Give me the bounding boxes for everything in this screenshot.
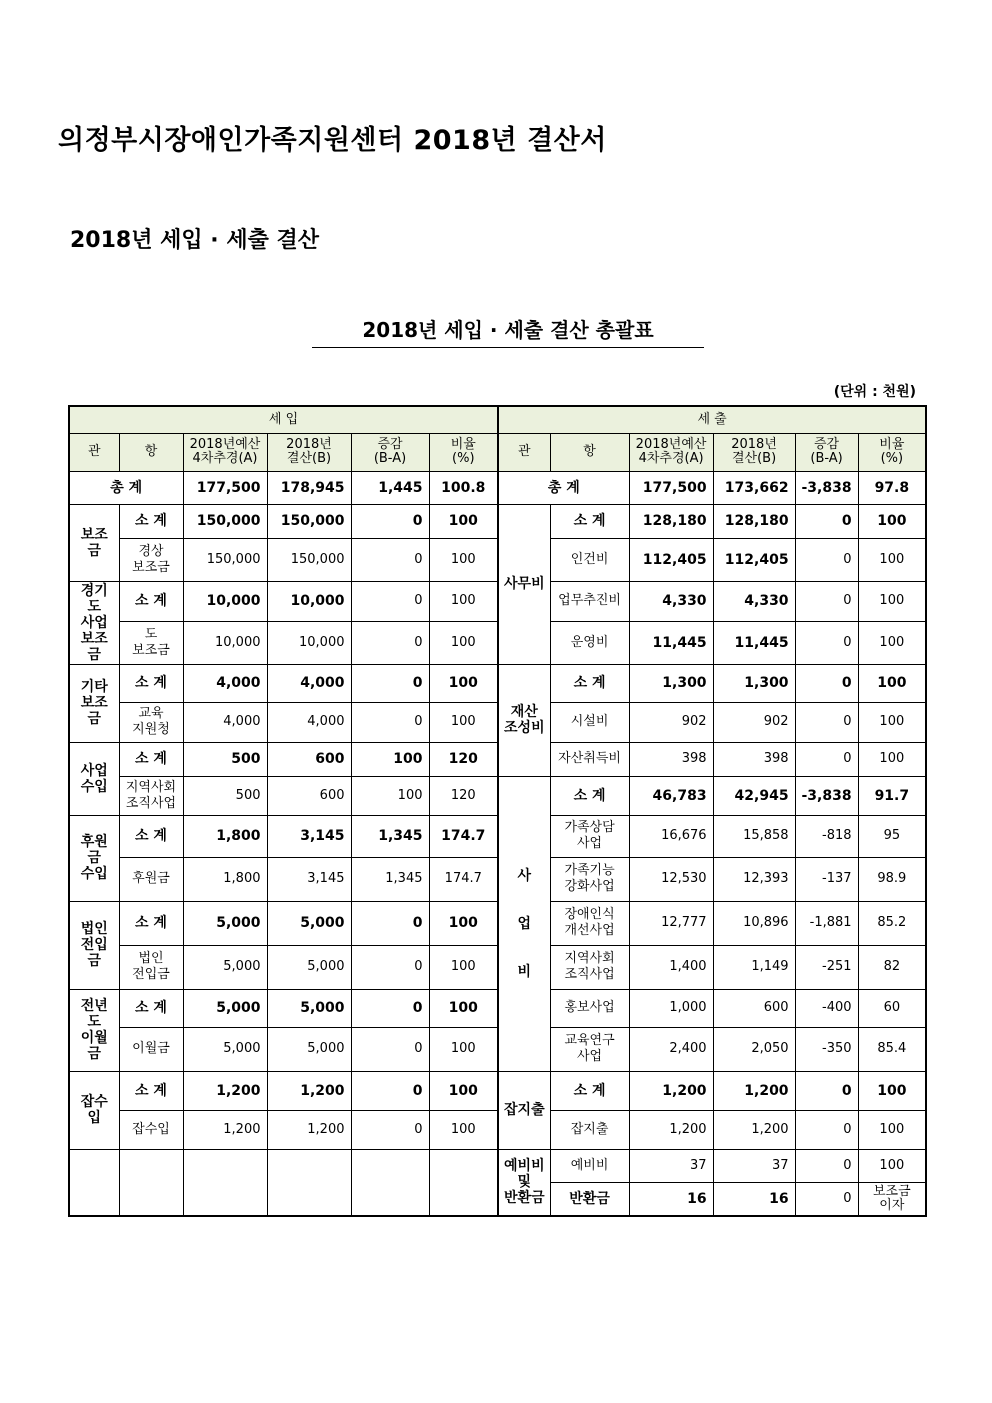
cell: 0 [351, 664, 429, 702]
cell: 128,180 [629, 504, 713, 538]
cell: 100 [858, 1071, 926, 1110]
cell: 가족기능 강화사업 [550, 857, 629, 901]
cell: 1,400 [629, 945, 713, 989]
cell: 0 [351, 621, 429, 664]
cell: -137 [795, 857, 858, 901]
cell: 100.8 [429, 471, 498, 504]
cell: 0 [795, 1149, 858, 1182]
cell: 0 [795, 621, 858, 664]
cell: 홍보사업 [550, 989, 629, 1027]
cell: 인건비 [550, 538, 629, 581]
cell: 0 [351, 1071, 429, 1110]
cell: -251 [795, 945, 858, 989]
income-gwan: 잡수입 [69, 1071, 119, 1149]
cell: 법인 전입금 [119, 945, 183, 989]
cell: 100 [429, 538, 498, 581]
cell: 85.2 [858, 901, 926, 945]
cell: 12,393 [713, 857, 795, 901]
cell: 128,180 [713, 504, 795, 538]
cell: 600 [267, 776, 351, 815]
cell: 0 [795, 538, 858, 581]
cell: 100 [858, 538, 926, 581]
cell: 가족상담 사업 [550, 815, 629, 857]
cell: 업무추진비 [550, 581, 629, 621]
cell: 100 [858, 1149, 926, 1182]
cell: 178,945 [267, 471, 351, 504]
cell: 소 계 [119, 581, 183, 621]
table-row [69, 538, 926, 581]
table-row [69, 945, 926, 989]
cell: 자산취득비 [550, 742, 629, 776]
total-row [69, 471, 926, 504]
income-total-label: 총 계 [69, 471, 183, 504]
cell: 1,300 [713, 664, 795, 702]
cell: 0 [795, 1182, 858, 1216]
cell: 잡수입 [119, 1110, 183, 1149]
col-hang: 항 [550, 433, 629, 471]
cell: 97.8 [858, 471, 926, 504]
cell: 1,300 [629, 664, 713, 702]
cell: 0 [795, 1110, 858, 1149]
cell: 100 [351, 776, 429, 815]
cell: 16 [713, 1182, 795, 1216]
income-gwan: 후원금 수입 [69, 815, 119, 901]
cell: 4,000 [183, 664, 267, 702]
cell: 경상 보조금 [119, 538, 183, 581]
cell: 173,662 [713, 471, 795, 504]
cell: 0 [351, 901, 429, 945]
cell: 1,800 [183, 815, 267, 857]
section-header-row [69, 406, 926, 433]
cell: -3,838 [795, 471, 858, 504]
cell: 16 [629, 1182, 713, 1216]
cell: 60 [858, 989, 926, 1027]
col-ratio: 비율 (%) [429, 433, 498, 471]
cell: 100 [858, 504, 926, 538]
cell: 100 [858, 1110, 926, 1149]
cell: 4,330 [629, 581, 713, 621]
cell: 반환금 [550, 1182, 629, 1216]
cell: 5,000 [267, 989, 351, 1027]
col-diff: 증감 (B-A) [351, 433, 429, 471]
income-header: 세 입 [69, 406, 498, 433]
cell: 150,000 [267, 504, 351, 538]
cell: 1,200 [267, 1071, 351, 1110]
cell: 지역사회 조직사업 [550, 945, 629, 989]
cell: 10,000 [183, 581, 267, 621]
cell: 0 [351, 1110, 429, 1149]
cell: 1,200 [267, 1110, 351, 1149]
column-header-row [69, 433, 926, 471]
table-row [69, 1071, 926, 1110]
cell: 100 [858, 581, 926, 621]
col-gwan: 관 [498, 433, 550, 471]
cell: 100 [858, 742, 926, 776]
cell: 5,000 [183, 989, 267, 1027]
cell: 0 [795, 581, 858, 621]
cell: 장애인식 개선사업 [550, 901, 629, 945]
cell: 후원금 [119, 857, 183, 901]
table-row [69, 815, 926, 857]
income-gwan: 기타 보조금 [69, 664, 119, 742]
cell: 소 계 [550, 664, 629, 702]
cell: 100 [429, 702, 498, 742]
cell: 120 [429, 776, 498, 815]
cell: 0 [351, 504, 429, 538]
cell: 100 [429, 901, 498, 945]
cell: 1,800 [183, 857, 267, 901]
cell: 소 계 [119, 664, 183, 702]
cell: 1,200 [713, 1110, 795, 1149]
cell: 82 [858, 945, 926, 989]
cell: 95 [858, 815, 926, 857]
cell: 120 [429, 742, 498, 776]
table-row [69, 989, 926, 1027]
cell: 3,145 [267, 815, 351, 857]
cell: 0 [351, 1027, 429, 1071]
cell: 902 [713, 702, 795, 742]
cell: 0 [795, 664, 858, 702]
cell: 운영비 [550, 621, 629, 664]
empty-cell [429, 1149, 498, 1216]
table-row [69, 857, 926, 901]
income-gwan: 전년도 이월금 [69, 989, 119, 1071]
col-diff: 증감 (B-A) [795, 433, 858, 471]
cell: 도 보조금 [119, 621, 183, 664]
cell: 예비비 [550, 1149, 629, 1182]
table-row [69, 1149, 926, 1182]
cell: 0 [351, 702, 429, 742]
empty-cell [69, 1149, 119, 1216]
cell: 10,000 [267, 581, 351, 621]
cell: 1,445 [351, 471, 429, 504]
expense-total-label: 총 계 [498, 471, 629, 504]
table-row [69, 664, 926, 702]
cell: 100 [429, 581, 498, 621]
cell: 2,050 [713, 1027, 795, 1071]
cell: 1,000 [629, 989, 713, 1027]
cell: 100 [429, 1110, 498, 1149]
unit-label: (단위 : 천원) [833, 384, 916, 400]
cell: 1,200 [183, 1071, 267, 1110]
empty-cell [267, 1149, 351, 1216]
cell: 100 [858, 621, 926, 664]
cell: 잡지출 [550, 1110, 629, 1149]
cell: 소 계 [550, 1071, 629, 1110]
cell: 소 계 [550, 776, 629, 815]
cell: 15,858 [713, 815, 795, 857]
cell: -400 [795, 989, 858, 1027]
cell: 902 [629, 702, 713, 742]
cell: 5,000 [183, 1027, 267, 1071]
col-gwan: 관 [69, 433, 119, 471]
budget-summary-table [68, 405, 927, 1217]
cell: 100 [429, 504, 498, 538]
cell: -350 [795, 1027, 858, 1071]
cell: 100 [858, 664, 926, 702]
cell: 5,000 [183, 901, 267, 945]
cell: 11,445 [713, 621, 795, 664]
cell: 100 [429, 945, 498, 989]
cell: 177,500 [183, 471, 267, 504]
cell: 3,145 [267, 857, 351, 901]
cell: 10,896 [713, 901, 795, 945]
section-title: 2018년 세입 · 세출 결산 [70, 228, 319, 253]
cell: 42,945 [713, 776, 795, 815]
empty-cell [183, 1149, 267, 1216]
col-budget: 2018년예산 4차추경(A) [183, 433, 267, 471]
table-row [69, 901, 926, 945]
cell: 4,330 [713, 581, 795, 621]
expense-gwan: 잡지출 [498, 1071, 550, 1149]
cell: 85.4 [858, 1027, 926, 1071]
cell: 112,405 [629, 538, 713, 581]
col-settled: 2018년 결산(B) [267, 433, 351, 471]
cell: 112,405 [713, 538, 795, 581]
table-row [69, 504, 926, 538]
cell: 교육연구 사업 [550, 1027, 629, 1071]
cell: 0 [351, 989, 429, 1027]
cell: 5,000 [267, 1027, 351, 1071]
cell: 소 계 [119, 1071, 183, 1110]
table-row [69, 742, 926, 776]
table-row [69, 1027, 926, 1071]
cell: 0 [795, 504, 858, 538]
document-title: 의정부시장애인가족지원센터 2018년 결산서 [58, 125, 607, 156]
cell: -1,881 [795, 901, 858, 945]
cell: 1,200 [629, 1110, 713, 1149]
table-row [69, 776, 926, 815]
cell: 0 [795, 742, 858, 776]
cell: -818 [795, 815, 858, 857]
cell: 0 [795, 702, 858, 742]
expense-header: 세 출 [498, 406, 926, 433]
cell: 0 [351, 538, 429, 581]
cell: 100 [351, 742, 429, 776]
cell: 5,000 [267, 901, 351, 945]
cell: 150,000 [183, 504, 267, 538]
cell: 100 [429, 989, 498, 1027]
cell: 100 [429, 664, 498, 702]
cell: 98.9 [858, 857, 926, 901]
cell: 소 계 [119, 901, 183, 945]
cell: 시설비 [550, 702, 629, 742]
cell: 500 [183, 742, 267, 776]
expense-gwan: 예비비 및 반환금 [498, 1149, 550, 1216]
cell: 1,200 [183, 1110, 267, 1149]
table-row [69, 621, 926, 664]
cell: 100 [429, 621, 498, 664]
cell: 소 계 [550, 504, 629, 538]
cell: 0 [351, 945, 429, 989]
col-budget: 2018년예산 4차추경(A) [629, 433, 713, 471]
col-settled: 2018년 결산(B) [713, 433, 795, 471]
cell: 500 [183, 776, 267, 815]
cell: 5,000 [183, 945, 267, 989]
cell: 11,445 [629, 621, 713, 664]
cell: 16,676 [629, 815, 713, 857]
empty-cell [351, 1149, 429, 1216]
cell: 1,200 [629, 1071, 713, 1110]
cell: 이월금 [119, 1027, 183, 1071]
cell: 91.7 [858, 776, 926, 815]
cell: 12,530 [629, 857, 713, 901]
cell: 4,000 [267, 664, 351, 702]
cell: 1,345 [351, 815, 429, 857]
cell: 5,000 [267, 945, 351, 989]
cell: 지역사회 조직사업 [119, 776, 183, 815]
cell: 398 [629, 742, 713, 776]
expense-gwan: 사무비 [498, 504, 550, 664]
income-gwan: 사업 수입 [69, 742, 119, 815]
cell: 4,000 [183, 702, 267, 742]
table-row [69, 1110, 926, 1149]
empty-cell [119, 1149, 183, 1216]
cell: 0 [795, 1071, 858, 1110]
cell: 소 계 [119, 989, 183, 1027]
cell: 150,000 [267, 538, 351, 581]
cell: 1,345 [351, 857, 429, 901]
cell: 1,200 [713, 1071, 795, 1110]
income-gwan: 보조금 [69, 504, 119, 581]
cell: 소 계 [119, 815, 183, 857]
table-title: 2018년 세입 · 세출 결산 총괄표 [312, 314, 704, 348]
table-row [69, 581, 926, 621]
cell: 600 [713, 989, 795, 1027]
cell: 10,000 [183, 621, 267, 664]
cell: -3,838 [795, 776, 858, 815]
cell: 1,149 [713, 945, 795, 989]
cell: 0 [351, 581, 429, 621]
expense-gwan: 재산 조성비 [498, 664, 550, 776]
cell: 174.7 [429, 815, 498, 857]
cell: 37 [713, 1149, 795, 1182]
cell: 12,777 [629, 901, 713, 945]
cell: 2,400 [629, 1027, 713, 1071]
cell: 100 [429, 1071, 498, 1110]
cell: 398 [713, 742, 795, 776]
cell: 46,783 [629, 776, 713, 815]
cell: 150,000 [183, 538, 267, 581]
cell: 소 계 [119, 742, 183, 776]
cell: 소 계 [119, 504, 183, 538]
col-hang: 항 [119, 433, 183, 471]
cell: 교육 지원청 [119, 702, 183, 742]
income-gwan: 법인 전입금 [69, 901, 119, 989]
cell: 4,000 [267, 702, 351, 742]
cell: 174.7 [429, 857, 498, 901]
cell: 10,000 [267, 621, 351, 664]
cell: 600 [267, 742, 351, 776]
cell: 보조금 이자 [858, 1182, 926, 1216]
cell: 100 [429, 1027, 498, 1071]
cell: 177,500 [629, 471, 713, 504]
expense-gwan: 사 업 비 [498, 776, 550, 1071]
table-row [69, 702, 926, 742]
col-ratio: 비율 (%) [858, 433, 926, 471]
income-gwan: 경기도 사업 보조금 [69, 581, 119, 664]
cell: 37 [629, 1149, 713, 1182]
cell: 100 [858, 702, 926, 742]
